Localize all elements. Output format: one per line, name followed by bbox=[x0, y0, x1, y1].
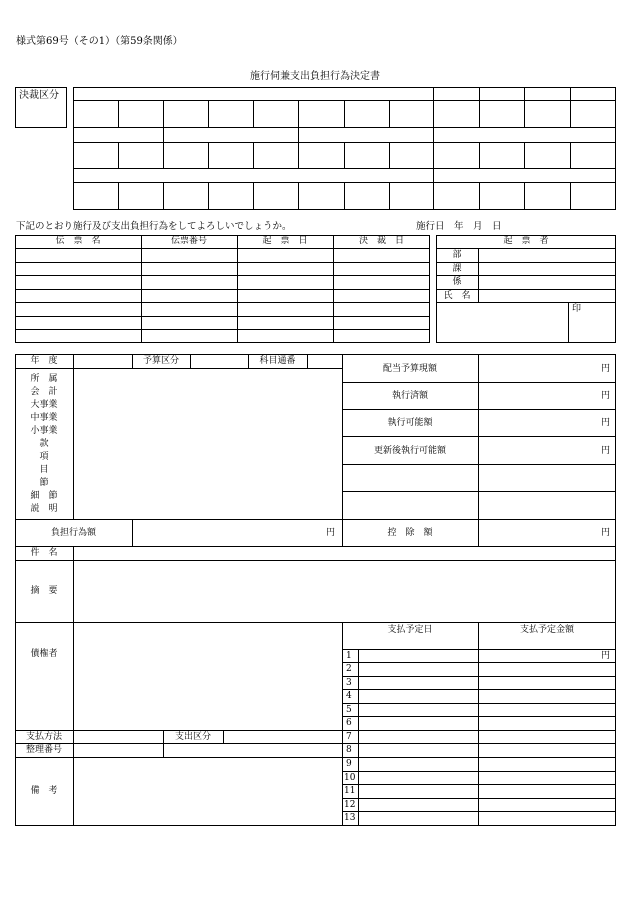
payment-row-number: 13 bbox=[344, 813, 356, 823]
category-sub-setsu: 細 節 bbox=[30, 491, 58, 501]
form-title: 施行伺兼支出負担行為決定書 bbox=[250, 71, 380, 82]
execution-date-label: 施行日 年 月 日 bbox=[416, 221, 502, 232]
payment-method-label: 支払方法 bbox=[25, 732, 62, 742]
year-label: 年 度 bbox=[30, 356, 58, 366]
category-major-project: 大事業 bbox=[30, 400, 58, 410]
executed-amount-label: 執行済額 bbox=[391, 391, 428, 401]
subject-label: 件 名 bbox=[30, 548, 58, 558]
category-kou: 項 bbox=[39, 452, 49, 462]
payment-amount-header: 支払予定金額 bbox=[519, 625, 574, 635]
remarks-label: 備 考 bbox=[30, 786, 58, 796]
yen-unit: 円 bbox=[600, 651, 610, 661]
payment-row-number: 1 bbox=[346, 651, 352, 661]
payment-row-number: 12 bbox=[344, 800, 356, 810]
yen-unit: 円 bbox=[600, 391, 610, 401]
payment-date-header: 支払予定日 bbox=[387, 625, 433, 635]
reference-number-label: 整理番号 bbox=[25, 745, 62, 755]
yen-unit: 円 bbox=[600, 418, 610, 428]
payment-row-number: 9 bbox=[346, 759, 352, 769]
request-text: 下記のとおり施行及び支出負担行為をしてよろしいでしょうか。 bbox=[16, 221, 292, 232]
drafter-unit-label: 係 bbox=[452, 277, 462, 287]
category-mid-project: 中事業 bbox=[30, 413, 58, 423]
account-number-label: 科目通番 bbox=[259, 356, 296, 366]
category-moku: 目 bbox=[39, 465, 49, 475]
payment-row-number: 7 bbox=[346, 732, 352, 742]
slip-header-number: 伝票番号 bbox=[170, 236, 207, 246]
payment-division-label: 支出区分 bbox=[174, 732, 211, 742]
allocated-budget-label: 配当予算現額 bbox=[382, 364, 437, 374]
category-kan: 款 bbox=[39, 439, 49, 449]
drafter-section-label: 課 bbox=[452, 264, 462, 274]
payment-row-number: 2 bbox=[346, 664, 352, 674]
category-setsu: 節 bbox=[39, 478, 49, 488]
drafter-header: 起 票 者 bbox=[503, 236, 549, 246]
yen-unit: 円 bbox=[600, 364, 610, 374]
drafter-name-label: 氏 名 bbox=[443, 291, 471, 301]
payment-row-number: 11 bbox=[344, 786, 356, 796]
category-description: 説 明 bbox=[30, 504, 58, 514]
deduction-amount-label: 控 除 額 bbox=[387, 528, 433, 538]
yen-unit: 円 bbox=[325, 528, 335, 538]
yen-unit: 円 bbox=[600, 528, 610, 538]
payment-row-number: 4 bbox=[346, 691, 352, 701]
approval-label: 決裁区分 bbox=[19, 90, 59, 101]
slip-header-name: 伝 票 名 bbox=[55, 236, 101, 246]
payment-row-number: 10 bbox=[344, 773, 356, 783]
category-affiliation: 所 属 bbox=[30, 374, 58, 384]
updated-executable-label: 更新後執行可能額 bbox=[373, 446, 446, 456]
summary-label: 摘 要 bbox=[30, 586, 58, 596]
payment-row-number: 8 bbox=[346, 745, 352, 755]
payment-row-number: 6 bbox=[346, 718, 352, 728]
slip-header-draft-date: 起 票 日 bbox=[262, 236, 308, 246]
budget-division-label: 予算区分 bbox=[142, 356, 179, 366]
category-accounting: 会 計 bbox=[30, 387, 58, 397]
yen-unit: 円 bbox=[600, 446, 610, 456]
creditor-label: 債権者 bbox=[30, 649, 58, 659]
seal-label: 印 bbox=[572, 304, 582, 314]
payment-row-number: 5 bbox=[346, 705, 352, 715]
payment-row-number: 3 bbox=[346, 678, 352, 688]
drafter-dept-label: 部 bbox=[452, 250, 462, 260]
executable-amount-label: 執行可能額 bbox=[387, 418, 433, 428]
obligation-amount-label: 負担行為額 bbox=[50, 528, 96, 538]
slip-header-approval-date: 決 裁 日 bbox=[358, 236, 404, 246]
category-minor-project: 小事業 bbox=[30, 426, 58, 436]
form-number: 様式第69号（その1）（第59条関係） bbox=[16, 36, 183, 47]
